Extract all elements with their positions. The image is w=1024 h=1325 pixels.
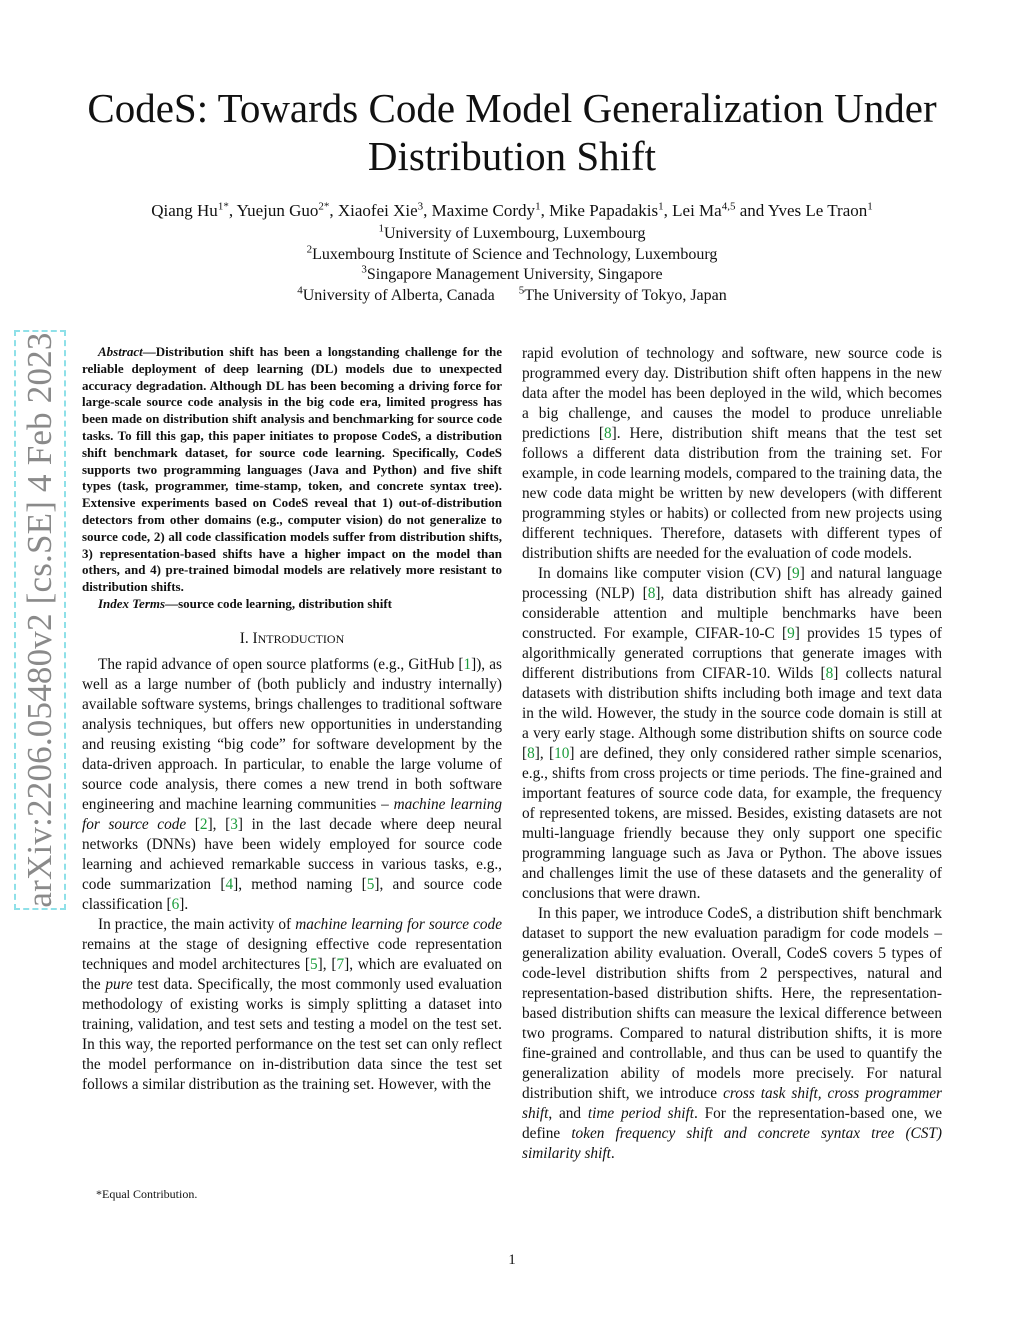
affiliation-name: University of Alberta, Canada (302, 287, 495, 304)
affiliation-3 (60, 265, 964, 285)
text-run: ], [ (207, 815, 231, 833)
author-affiliation-mark: 3 (417, 200, 424, 213)
emphasis-text: machine learning for source code (295, 915, 502, 933)
abstract-text: Distribution shift has been a longstanding challenge for the reliable deployment of deep learning (DL) models due to unexpected accuracy degradation. Although DL has been becoming a driving force for large-scale source code analysis in the big code era, limited progress has been made on distribution shift analysis and benchmarking for source code tasks. To fill this gap, this paper initiates to propose CodeS, a distribution shift benchmark dataset, for source code learning. Specifically, CodeS supports two programming languages (Java and Python) and five shift types (task, programmer, time-stamp, token, and concrete syntax tree). Extensive experiments based on CodeS reveal that 1) out-of-distribution detectors from other domains (e.g., computer vision) do not generalize to source code, 2) all code classification models suffer from distribution shifts, 3) representation-based shifts have a higher impact on the model than others, and 4) pre-trained bimodal models are relatively more resistant to distribution shifts. (82, 344, 502, 595)
left-column (82, 344, 502, 1095)
affiliation-mark: 5 (518, 284, 525, 297)
paper-title (60, 84, 964, 180)
text-run: . (610, 1145, 615, 1162)
emphasis-text: pure (105, 975, 133, 993)
text-run: ] collects natural datasets with distribution shifts including both image and text data in the wild. However, the study in the source code domain is still at a very early stage. Although some distribution shifts on source code [ (522, 665, 942, 762)
citation-link[interactable]: 8 (647, 585, 656, 602)
emphasis-text: token frequency shift and concrete syntax tree (CST) similarity shift (522, 1125, 942, 1162)
section-title-initial: I (252, 629, 258, 647)
text-run: , and (548, 1105, 588, 1122)
author-affiliation-mark: 1 (535, 200, 541, 213)
author-affiliation-mark: 2* (318, 200, 330, 213)
affiliation-name: Singapore Management University, Singapore (366, 266, 663, 283)
author-affiliation-mark: 1 (867, 200, 873, 213)
citation-link[interactable]: 8 (527, 745, 535, 762)
affiliation-mark: 1 (378, 222, 384, 235)
index-terms-dash: — (165, 595, 179, 611)
text-run: ] provides 15 types of algorithmically generated corruptions that generate images with different distributions from CIFAR-10. Wilds [ (522, 625, 942, 682)
citation-link[interactable]: 7 (336, 955, 345, 973)
text-run: . For the representation-based one, we define (522, 1105, 942, 1142)
affiliation-name: University of Luxembourg, Luxembourg (383, 225, 646, 242)
affiliation-mark: 4 (297, 284, 303, 297)
citation-link[interactable]: 8 (825, 665, 834, 682)
emphasis-text: time period shift (587, 1105, 695, 1122)
footnote: *Equal Contribution. (96, 1187, 198, 1201)
citation-link[interactable]: 9 (787, 625, 795, 642)
text-run: ], method naming [ (233, 875, 367, 893)
text-run: The rapid advance of open source platforms (e.g., GitHub [ (98, 655, 464, 673)
page-number: 1 (508, 1252, 516, 1268)
abstract-label: Abstract (98, 344, 143, 359)
abstract (82, 344, 502, 596)
text-run: ]), as well as a large number of (both publicly and industry internally) available software systems, brings challenges to traditional software analysis techniques, but offers new opportunities in understanding and reusing existing “big code” for software development by the data-driven approach. In particular, to enable the large volume of source code analysis, there comes a new trend in both software engineering and machine learning communities – (82, 655, 502, 813)
section-heading-introduction (82, 629, 502, 649)
author-list (60, 200, 964, 222)
emphasis-text: cross task shift, cross programmer shift (522, 1085, 942, 1122)
section-title-rest: NTRODUCTION (257, 631, 345, 646)
title-line-1: CodeS: Towards Code Model Generalization Under (87, 85, 937, 131)
arxiv-identifier: arXiv:2206.05480v2 [cs.SE] 4 Feb 2023 (20, 332, 59, 908)
text-run: ]. Here, distribution shift means that the test set follows a different data distribution from the training set. For example, in code learning models, compared to the training data, the new code data might be written by new developers (with different programming styles or habits) or collected from new projects using different techniques. Therefore, datasets with different types of distribution shifts are needed for the evaluation of code models. (522, 425, 942, 562)
index-terms-text: source code learning, distribution shift (178, 595, 392, 611)
citation-link[interactable]: 10 (554, 745, 570, 762)
text-run: ], data distribution shift has already gained considerable attention and multiple benchmarks have been constructed. For example, CIFAR-10-C [ (522, 585, 942, 642)
arxiv-stamp (14, 330, 66, 910)
intro-paragraph-4 (522, 904, 942, 1164)
text-run: ] and natural language processing (NLP) [ (522, 565, 942, 602)
index-terms-label: Index Terms (98, 595, 166, 611)
emphasis-text: machine learning for source code (82, 795, 502, 833)
text-run: ] are defined, they only considered rather simple scenarios, e.g., shifts from cross projects or time periods. The fine-grained and important features of source code data, for example, the frequency of represented tokens, are missed. Besides, existing datasets are not multi-language friendly because they only support one specific programming language such as Java or Python. The above issues and challenges limit the use of these datasets and the generality of conclusions that were drawn. (522, 745, 942, 902)
author-name: , Lei Ma (663, 201, 722, 220)
intro-paragraph-2-continued (522, 344, 942, 564)
text-run: [ (186, 815, 200, 833)
citation-link[interactable]: 9 (792, 565, 800, 582)
right-column (522, 344, 942, 1164)
author-name: , Mike Papadakis (540, 201, 659, 220)
title-line-2: Distribution Shift (367, 133, 657, 179)
text-run: rapid evolution of technology and software, new source code is programmed every day. Distribution shift often happens in the new data after the model has been deployed in the wild, which becomes a big challenge, and causes the model to produce unreliable predictions [ (522, 345, 942, 442)
affiliation-name: The University of Tokyo, Japan (524, 287, 727, 304)
affiliation-mark: 2 (306, 243, 313, 256)
intro-paragraph-2 (82, 915, 502, 1095)
citation-link[interactable]: 4 (225, 875, 234, 893)
author-name: Qiang Hu (151, 201, 218, 220)
text-run: ], which are evaluated on the (82, 955, 503, 993)
citation-link[interactable]: 2 (199, 815, 208, 833)
citation-link[interactable]: 5 (366, 875, 375, 893)
citation-link[interactable]: 5 (310, 955, 318, 973)
text-run: ] in the last decade where deep neural networks (DNNs) have been widely employed for source code learning and achieved remarkable success in various tasks, e.g., code summarization [ (82, 815, 503, 893)
text-run: ], [ (534, 745, 555, 762)
intro-paragraph-1 (82, 655, 502, 915)
text-run: ]. (179, 895, 189, 913)
text-run: remains at the stage of designing effective code representation techniques and model architectures [ (82, 935, 502, 973)
text-run: In domains like computer vision (CV) [ (538, 565, 793, 582)
citation-link[interactable]: 8 (603, 425, 612, 442)
text-run: test data. Specifically, the most commonly used evaluation methodology of existing works is simply splitting a dataset into training, validation, and test sets and testing a model on the test set. In this way, the reported performance on the test set can only reflect the model performance on in-distribution data since the test set follows a similar distribution as the training set. However, with the (82, 975, 502, 1093)
abstract-dash: — (142, 344, 156, 359)
text-run: ], [ (317, 955, 337, 973)
affiliation-name: Luxembourg Institute of Science and Technology, Luxembourg (312, 246, 718, 263)
author-affiliation-mark: 4,5 (721, 200, 736, 213)
author-name: , Yuejun Guo (228, 201, 319, 220)
text-run: In practice, the main activity of (98, 915, 296, 933)
affiliation-4-5 (60, 286, 964, 306)
citation-link[interactable]: 6 (171, 895, 180, 913)
affiliation-1 (60, 224, 964, 244)
intro-paragraph-3 (522, 564, 942, 904)
author-affiliation-mark: 1 (658, 200, 664, 213)
author-name: and Yves Le Traon (735, 201, 868, 220)
index-terms (82, 596, 502, 613)
author-name: , Maxime Cordy (423, 201, 536, 220)
citation-link[interactable]: 3 (230, 815, 238, 833)
citation-link[interactable]: 1 (463, 655, 472, 673)
text-run: ], and source code classification [ (82, 875, 502, 913)
affiliation-2 (60, 245, 964, 265)
author-affiliation-mark: 1* (217, 200, 229, 213)
author-name: , Xiaofei Xie (329, 201, 418, 220)
affiliation-mark: 3 (361, 263, 367, 276)
text-run: In this paper, we introduce CodeS, a distribution shift benchmark dataset to support the new evaluation paradigm for code models – generalization ability evaluation. Overall, CodeS covers 5 types of code-level distribution shifts from 2 perspectives, natural and representation-based distribution shifts. Here, the representation-based distribution shifts can measure the lexical difference between two programs. Compared to natural distribution shifts, it is more fine-grained and controllable, and thus can be used to quantify the generalization ability of models more precisely. For natural distribution shift, we introduce (522, 905, 942, 1102)
section-numeral: I. (239, 629, 253, 647)
